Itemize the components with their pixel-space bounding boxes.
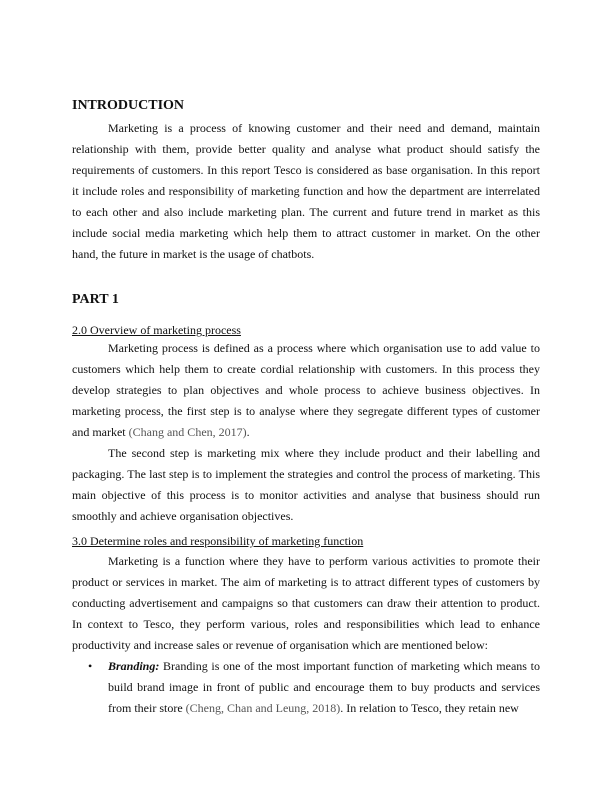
introduction-heading: INTRODUCTION [72,98,185,113]
bullet-term: Branding: [108,659,160,673]
part1-heading: PART 1 [72,292,119,307]
bullet-text: Branding is one of the most important function of marketing which means to build brand image in front of public and encourage them to buy products and services from their store [108,659,540,715]
section-3-title: 3.0 Determine roles and responsibility of marketing function [72,534,364,548]
citation-cheng-chan-leung-2018: (Cheng, Chan and Leung, 2018) [185,701,341,715]
bullet-icon: • [88,659,93,673]
section-3-paragraph-1: Marketing is a function where they have to perform various activities to promote their product or services in market. The aim of marketing is to attract different types of customers by conducting advertisement and campaigns so that customers can draw their attention to product. In context to Tesco, they perform various, roles and responsibilities which lead to enhance productivity and increase sales or revenue of organisation which are mentioned below: [72,554,540,652]
section-2-paragraph-1-end: . [246,425,250,439]
section-2-title: 2.0 Overview of marketing process [72,323,241,337]
roles-bullet-list [72,656,540,719]
section-2-paragraph-2: The second step is marketing mix where they include product and their labelling and packaging. The last step is to implement the strategies and control the process of marketing. This main objective of this process is to monitor activities and analyse that business should run smoothly and achieve organisation objectives. [72,446,540,523]
section-2-paragraph-1 [72,338,540,443]
list-item [72,656,540,719]
section-2-paragraph-1-text: Marketing process is defined as a process where which organisation use to add value to customers which help them to create cordial relationship with customers. In this process they develop strategies to plan objectives and whole process to achieve business objectives. In marketing process, the first step is to analyse where they segregate different types of customer and market [72,341,540,439]
introduction-paragraph: Marketing is a process of knowing customer and their need and demand, maintain relationship with them, provide better quality and analyse what product should satisfy the requirements of customers. In this report Tesco is considered as base organisation. In this report it include roles and responsibility of marketing function and how the department are interrelated to each other and also include marketing plan. The current and future trend in market as this include social media marketing which help them to attract customer in market. On the other hand, the future in market is the usage of chatbots. [72,121,540,261]
citation-chang-chen-2017: (Chang and Chen, 2017) [128,425,247,439]
bullet-text-end: . In relation to Tesco, they retain new [340,701,519,715]
document-page [72,98,540,719]
